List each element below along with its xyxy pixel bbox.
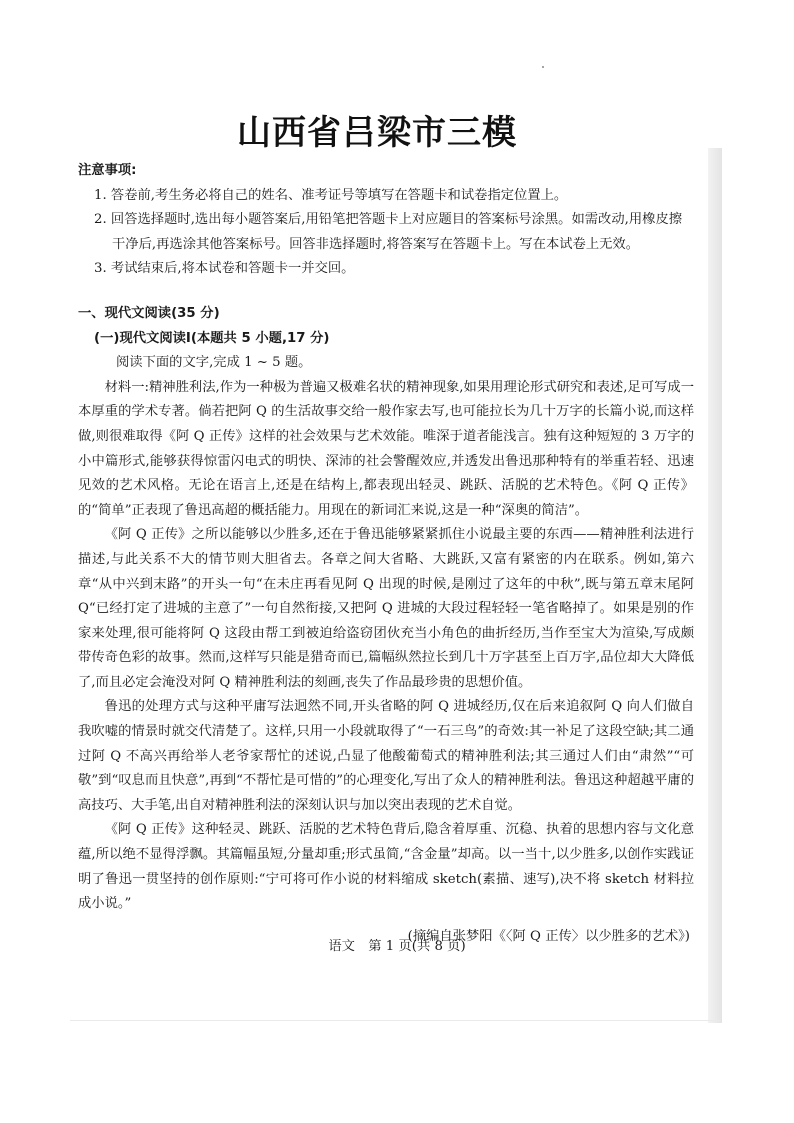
exam-content	[78, 159, 694, 949]
passage-paragraph-1: 材料一:精神胜利法,作为一种极为普遍又极难名状的精神现象,如果用理论形式研究和表述,足可写成一本厚重的学术专著。倘若把阿 Q 的生活故事交给一般作家去写,也可能拉长为几十万字的长篇小说,而这样做,则很难取得《阿 Q 正传》这样的社会效果与艺术效能。唯深于道者能浅言。独有这种短短的 3 万字的小中篇形式,能够获得惊雷闪电式的明快、深沛的社会警醒效应,并透发出鲁迅那种特有的举重若轻、迅速见效的艺术风格。无论在语言上,还是在结构上,都表现出轻灵、跳跃、活脱的艺术特色。《阿 Q 正传》的“简单”正表现了鲁迅高超的概括能力。用现在的新词汇来说,这是一种“深奥的简洁”。	[78, 379, 694, 518]
scan-speck	[542, 66, 544, 68]
page-footer: 语文 第 1 页(共 8 页)	[328, 939, 466, 954]
subsection-heading: (一)现代文阅读Ⅰ(本题共 5 小题,17 分)	[94, 330, 330, 346]
notice-heading: 注意事项:	[78, 163, 137, 178]
passage-paragraph-3: 鲁迅的处理方式与这种平庸写法迥然不同,开头省略的阿 Q 进城经历,仅在后来追叙阿 Q 向人们做自我吹嘘的情景时就交代清楚了。这样,只用一小段就取得了“一石三鸟”的奇效:其一补足了这段空缺;其二通过阿 Q 不高兴再给举人老爷家帮忙的述说,凸显了他酸葡萄式的精神胜利法;其三通过人们由“肃然”“可敬”到“叹息而且快意”,再到“不帮忙是可惜的”的心理变化,写出了众人的精神胜利法。鲁迅这种超越平庸的高技巧、大手笔,出自对精神胜利法的深刻认识与加以突出表现的艺术自觉。	[78, 699, 694, 813]
passage-paragraph-4: 《阿 Q 正传》这种轻灵、跳跃、活脱的艺术特色背后,隐含着厚重、沉稳、执着的思想内容与文化意蕴,所以绝不显得浮飘。其篇幅虽短,分量却重;形式虽简,“含金量”却高。以一当十,以少胜多,以创作实践证明了鲁迅一贯坚持的创作原则:“宁可将可作小说的材料缩成 sketch(素描、速写),决不将 sketch 材料拉成小说。”	[78, 822, 694, 912]
passage-source: (摘编自张梦阳《〈阿 Q 正传〉以少胜多的艺术》)	[407, 928, 690, 944]
notice-item-3: 3. 考试结束后,将本试卷和答题卡一并交回。	[94, 261, 355, 277]
notice-item-1: 1. 答卷前,考生务必将自己的姓名、准考证号等填写在答题卡和试卷指定位置上。	[94, 187, 568, 203]
spacer	[78, 282, 694, 302]
notice-item-2: 2. 回答选择题时,选出每小题答案后,用铅笔把答题卡上对应题目的答案标号涂黑。如需改动,用橡皮擦干净后,再选涂其他答案标号。回答非选择题时,将答案写在答题卡上。写在本试卷上无效。	[94, 212, 683, 252]
passage-paragraph-2: 《阿 Q 正传》之所以能够以少胜多,还在于鲁迅能够紧紧抓住小说最主要的东西——精神胜利法进行描述,与此关系不大的情节则大胆省去。各章之间大省略、大跳跃,又富有紧密的内在联系。例如,第六章“从中兴到末路”的开头一句“在未庄再看见阿 Q 出现的时候,是刚过了这年的中秋”,既与第五章末尾阿 Q“已经打定了进城的主意了”一句自然衔接,又把阿 Q 进城的大段过程轻轻一笔省略掉了。如果是别的作家来处理,很可能将阿 Q 这段由帮工到被迫给盗窃团伙充当小角色的曲折经历,当作至宝大为渲染,写成颇带传奇色彩的故事。然而,这样写只能是猎奇而已,篇幅纵然拉长到几十万字甚至上百万字,品位却大大降低了,而且必定会淹没对阿 Q 精神胜利法的刻画,丧失了作品最珍贵的思想价值。	[78, 527, 694, 690]
scan-bottom-edge	[70, 1020, 720, 1021]
reading-instruction: 阅读下面的文字,完成 1 ~ 5 题。	[116, 355, 312, 371]
scan-edge-shadow	[708, 148, 722, 1023]
section-heading: 一、现代文阅读(35 分)	[78, 305, 220, 321]
page-title: 山西省吕梁市三模	[237, 112, 517, 153]
